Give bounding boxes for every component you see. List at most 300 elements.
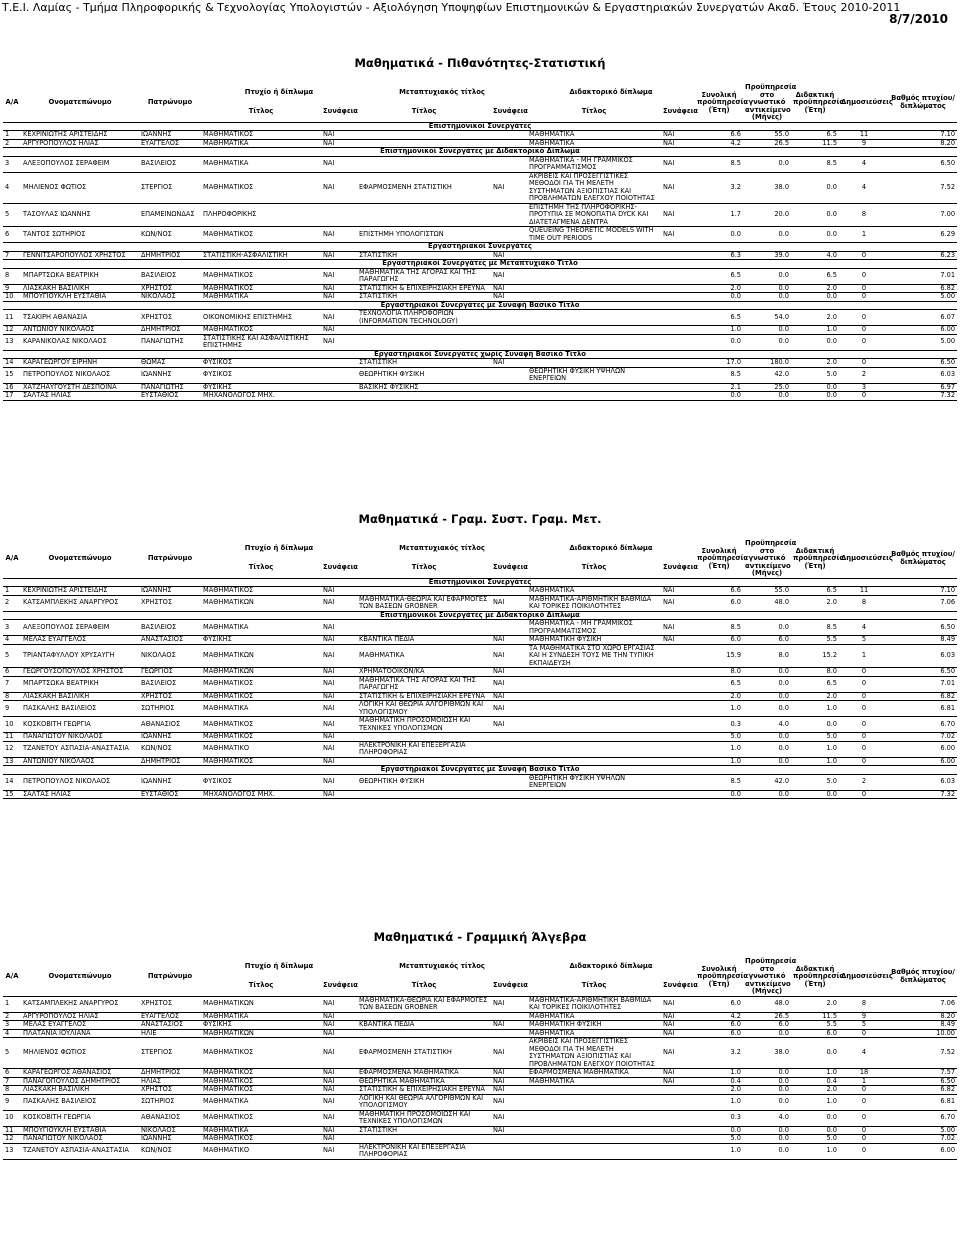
- cell-degree-title: ΜΑΘΗΜΑΤΙΚΟΣ: [203, 732, 254, 740]
- cell-aa: 3: [5, 622, 10, 631]
- cell-name: ΛΙΑΣΚΑΚΗ ΒΑΣΙΛΙΚΗ: [23, 283, 90, 292]
- group-heading: Εργαστηριακοί Συνεργάτες: [3, 243, 957, 252]
- cell-aa: 7: [5, 250, 10, 259]
- cell-master-relevance: ΝΑΙ: [493, 271, 505, 280]
- cell-phd-relevance: [661, 268, 695, 284]
- cell-phd-relevance: ΝΑΙ: [663, 635, 675, 643]
- cell-field-experience: 42.0: [774, 370, 790, 379]
- cell-master-relevance: [491, 227, 527, 243]
- cell-phd-relevance: [661, 676, 695, 692]
- cell-aa: 1: [5, 999, 10, 1008]
- cell-phd-relevance: [661, 383, 695, 392]
- cell-grade: 5.00: [940, 292, 956, 300]
- cell-degree-relevance: ΝΑΙ: [323, 292, 335, 300]
- cell-phd-relevance: ΝΑΙ: [663, 1076, 675, 1085]
- table-row: [3, 1038, 957, 1069]
- cell-degree-relevance: ΝΑΙ: [323, 598, 335, 607]
- cell-master-title: ΜΑΘΗΜΑΤΙΚΑ ΤΗΣ ΑΓΟΡΑΣ ΚΑΙ ΤΗΣ ΠΑΡΑΓΩΓΗΣ: [359, 267, 476, 283]
- cell-phd-title: ΑΚΡΙΒΕΙΣ ΚΑΙ ΠΡΟΣΕΓΓΙΣΤΙΚΕΣ ΜΕΘΟΔΟΙ ΓΙΑ ΤΗ ΜΕΛΕΤΗ ΣΥΣΤΗΜΑΤΩΝ ΑΞΙΟΠΙΣΤΙΑΣ ΚΑΙ ΠΡΟΒΛΗΜΑΤΩΝ ΕΛΕΓΧΟΥ ΠΟΙΟΤΗΤΑΣ: [529, 171, 655, 202]
- cell-degree-relevance: ΝΑΙ: [323, 1085, 335, 1093]
- cell-total-experience: 2.0: [730, 691, 742, 700]
- cell-aa: 3: [5, 1020, 10, 1028]
- cell-father: ΙΩΑΝΝΗΣ: [141, 130, 172, 138]
- cell-grade: 7.00: [940, 210, 956, 218]
- cell-degree-title: ΦΥΣΙΚΗΣ: [203, 635, 232, 643]
- cell-total-experience: 17.0: [726, 358, 742, 366]
- cell-publications: 0: [861, 1113, 867, 1122]
- cell-field-experience: 0.0: [778, 283, 790, 292]
- col-header-master: Μεταπτυχιακός τίτλος: [399, 544, 485, 553]
- col-header-title: Τίτλος: [248, 981, 274, 990]
- cell-father: ΔΗΜΗΤΡΙΟΣ: [141, 250, 181, 259]
- cell-phd-relevance: [661, 359, 695, 368]
- cell-phd-title: [527, 717, 661, 733]
- cell-degree-relevance: ΝΑΙ: [323, 283, 335, 292]
- cell-teaching-experience: 5.5: [826, 1020, 838, 1028]
- table-row: [3, 636, 957, 645]
- cell-name: ΚΕΧΡΙΝΙΩΤΗΣ ΑΡΙΣΤΕΙΔΗΣ: [23, 130, 108, 138]
- cell-aa: 4: [5, 1028, 10, 1037]
- cell-publications: 0: [861, 719, 867, 728]
- cell-name: ΜΗΛΙΕΝΟΣ ΦΩΤΙΟΣ: [23, 182, 87, 191]
- cell-teaching-experience: 4.0: [826, 250, 838, 259]
- cell-degree-relevance: ΝΑΙ: [323, 312, 335, 321]
- cell-name: ΠΑΝΑΓΙΩΤΟΥ ΝΙΚΟΛΑΟΣ: [23, 1134, 103, 1142]
- cell-publications: 0: [861, 679, 867, 688]
- cell-father: ΕΠΑΜΕΙΝΩΝΔΑΣ: [141, 210, 195, 218]
- cell-master-relevance: ΝΑΙ: [493, 691, 505, 700]
- cell-degree-relevance: [321, 359, 357, 368]
- cell-total-experience: 6.0: [730, 999, 742, 1008]
- col-header-phd: Διδακτορικό δίπλωμα: [569, 88, 653, 97]
- cell-publications: 8: [861, 999, 867, 1008]
- cell-field-experience: 0.0: [778, 703, 790, 712]
- cell-total-experience: 5.0: [730, 1134, 742, 1142]
- cell-grade: 7.06: [940, 999, 956, 1008]
- col-header-phd: Διδακτορικό δίπλωμα: [569, 544, 653, 553]
- cell-grade: 6.03: [940, 370, 956, 379]
- cell-field-experience: 0.0: [778, 744, 790, 753]
- cell-father: ΔΗΜΗΤΡΙΟΣ: [141, 756, 181, 765]
- cell-phd-title: [527, 1094, 661, 1110]
- cell-publications: 0: [861, 1146, 867, 1155]
- cell-master-relevance: [491, 383, 527, 392]
- cell-aa: 12: [5, 325, 14, 333]
- cell-master-relevance: ΝΑΙ: [493, 283, 505, 292]
- cell-phd-relevance: ΝΑΙ: [663, 138, 675, 147]
- cell-father: ΧΡΗΣΤΟΣ: [141, 691, 173, 700]
- cell-field-experience: 0.0: [778, 1134, 790, 1142]
- cell-degree-title: ΜΑΘΗΜΑΤΙΚΟΣ: [203, 1113, 254, 1122]
- cell-master-title: ΜΑΘΗΜΑΤΙΚΗ ΠΡΟΣΟΜΟΙΩΣΗ ΚΑΙ ΤΕΧΝΙΚΕΣ ΥΠΟΛΟΓΙΣΜΩΝ: [359, 1109, 471, 1125]
- cell-publications: 2: [861, 370, 867, 379]
- cell-total-experience: 6.5: [730, 679, 742, 688]
- cell-total-experience: 1.0: [730, 1146, 742, 1155]
- cell-master-relevance: ΝΑΙ: [493, 1125, 505, 1134]
- cell-aa: 16: [5, 382, 14, 391]
- col-header-title: Τίτλος: [581, 981, 607, 990]
- cell-degree-relevance: ΝΑΙ: [323, 1048, 335, 1057]
- cell-name: ΚΑΡΑΝΙΚΟΛΑΣ ΝΙΚΟΛΑΟΣ: [23, 337, 107, 346]
- cell-degree-relevance: ΝΑΙ: [323, 1113, 335, 1122]
- col-header-name: Ονοματεπώνυμο: [48, 554, 112, 562]
- cell-master-title: [357, 156, 491, 172]
- col-header-teaching-experience: Διδακτική προϋπηρεσία (Έτη): [793, 90, 844, 114]
- cell-degree-title: ΜΑΘΗΜΑΤΙΚΑ: [203, 1125, 249, 1134]
- cell-publications: 0: [861, 744, 867, 753]
- cell-phd-relevance: ΝΑΙ: [663, 999, 675, 1008]
- cell-master-relevance: [491, 1029, 527, 1038]
- cell-total-experience: 8.5: [730, 159, 742, 168]
- cell-publications: 0: [861, 337, 867, 346]
- cell-publications: 3: [861, 382, 867, 391]
- cell-grade: 6.50: [940, 358, 956, 366]
- table-row: [3, 131, 957, 140]
- cell-field-experience: 26.5: [774, 138, 790, 147]
- cell-degree-title: ΠΛΗΡΟΦΟΡΙΚΗΣ: [203, 210, 257, 218]
- cell-master-title: ΣΤΑΤΙΣΤΙΚΗ & ΕΠΙΧΕΙΡΗΣΙΑΚΗ ΕΡΕΥΝΑ: [359, 1085, 485, 1093]
- cell-grade: 6.82: [940, 691, 956, 700]
- cell-master-relevance: ΝΑΙ: [493, 1068, 505, 1076]
- cell-grade: 7.02: [940, 732, 956, 740]
- cell-teaching-experience: 0.0: [826, 229, 838, 238]
- cell-total-experience: 0.3: [730, 719, 742, 728]
- cell-grade: 6.50: [940, 622, 956, 631]
- table-row: [3, 293, 957, 302]
- cell-father: ΙΩΑΝΝΗΣ: [141, 732, 172, 740]
- cell-grade: 10.00: [936, 1028, 956, 1037]
- cell-master-title: [357, 334, 491, 350]
- table-row: [3, 587, 957, 596]
- cell-phd-title: [527, 268, 661, 284]
- col-header-master: Μεταπτυχιακός τίτλος: [399, 88, 485, 97]
- cell-teaching-experience: 0.0: [826, 210, 838, 218]
- cell-father: ΒΑΣΙΛΕΙΟΣ: [141, 159, 177, 168]
- cell-father: ΠΑΝΑΓΙΩΤΗΣ: [141, 382, 184, 391]
- cell-total-experience: 2.0: [730, 283, 742, 292]
- table-row: [3, 172, 957, 203]
- cell-name: ΑΡΓΥΡΟΠΟΥΛΟΣ ΗΛΙΑΣ: [23, 138, 99, 147]
- cell-phd-relevance: [661, 733, 695, 742]
- col-header-field-experience: Προϋπηρεσία στο γνωστικό αντικείμενο (Μήνες): [745, 83, 797, 121]
- cell-aa: 8: [5, 271, 10, 280]
- cell-name: ΠΕΤΡΟΠΟΥΛΟΣ ΝΙΚΟΛΑΟΣ: [23, 370, 111, 379]
- cell-degree-relevance: ΝΑΙ: [323, 789, 335, 798]
- cell-degree-title: ΜΑΘΗΜΑΤΙΚΑ: [203, 622, 249, 631]
- cell-aa: 8: [5, 1085, 10, 1093]
- col-header-title: Τίτλος: [411, 563, 437, 572]
- cell-master-title: ΜΑΘΗΜΑΤΙΚΑ-ΘΕΩΡΙΑ ΚΑΙ ΕΦΑΡΜΟΓΕΣ ΤΩΝ ΒΑΣΕΩΝ GROBNER: [359, 594, 488, 610]
- cell-field-experience: 48.0: [774, 999, 790, 1008]
- cell-aa: 17: [5, 391, 14, 399]
- cell-degree-title: ΦΥΣΙΚΗΣ: [203, 1020, 232, 1028]
- cell-father: ΙΩΑΝΝΗΣ: [141, 370, 172, 379]
- cell-degree-relevance: ΝΑΙ: [323, 250, 335, 259]
- cell-field-experience: 39.0: [774, 250, 790, 259]
- cell-phd-relevance: [661, 790, 695, 799]
- cell-master-relevance: ΝΑΙ: [493, 635, 505, 643]
- cell-father: ΕΥΑΓΓΕΛΟΣ: [141, 138, 180, 147]
- cell-degree-relevance: ΝΑΙ: [323, 229, 335, 238]
- col-header-title: Τίτλος: [581, 107, 607, 116]
- cell-publications: 8: [861, 598, 867, 607]
- cell-master-relevance: ΝΑΙ: [493, 1048, 505, 1057]
- cell-phd-title: ΜΑΘΗΜΑΤΙΚΑ - ΜΗ ΓΡΑΜΜΙΚΟΣ ΠΡΟΓΡΑΜΜΑΤΙΣΜΟΣ: [529, 155, 633, 171]
- cell-teaching-experience: 0.0: [826, 1125, 838, 1134]
- cell-publications: 11: [859, 130, 869, 138]
- cell-phd-relevance: [661, 1143, 695, 1159]
- cell-aa: 8: [5, 691, 10, 700]
- cell-degree-title: ΜΑΘΗΜΑΤΙΚΟΣ: [203, 586, 254, 594]
- cell-publications: 0: [861, 667, 867, 675]
- cell-father: ΗΛΙΕ: [141, 1028, 157, 1037]
- cell-phd-title: [527, 733, 661, 742]
- cell-publications: 0: [861, 358, 867, 366]
- cell-total-experience: 0.0: [730, 391, 742, 399]
- cell-master-title: ΣΤΑΤΙΣΤΙΚΗ: [359, 250, 398, 259]
- cell-aa: 13: [5, 337, 14, 346]
- col-header-name: Ονοματεπώνυμο: [48, 972, 112, 980]
- cell-phd-title: [527, 1110, 661, 1126]
- cell-teaching-experience: 2.0: [826, 358, 838, 366]
- cell-degree-relevance: ΝΑΙ: [323, 999, 335, 1008]
- cell-degree-title: ΦΥΣΙΚΗΣ: [203, 382, 232, 391]
- cell-master-relevance: ΝΑΙ: [493, 292, 505, 300]
- cell-master-relevance: ΝΑΙ: [493, 358, 505, 366]
- cell-master-relevance: [491, 326, 527, 335]
- cell-phd-relevance: [661, 310, 695, 326]
- cell-master-title: [357, 587, 491, 596]
- cell-aa: 6: [5, 667, 10, 675]
- cell-total-experience: 0.4: [730, 1076, 742, 1085]
- cell-degree-relevance: ΝΑΙ: [323, 271, 335, 280]
- cell-grade: 8.20: [940, 138, 956, 147]
- cell-field-experience: 0.0: [778, 1125, 790, 1134]
- cell-phd-relevance: ΝΑΙ: [663, 1028, 675, 1037]
- cell-name: ΠΑΝΑΓΟΠΟΥΛΟΣ ΔΗΜΗΤΡΙΟΣ: [23, 1076, 121, 1085]
- cell-name: ΑΛΕΞΟΠΟΥΛΟΣ ΣΕΡΑΦΕΙΜ: [23, 159, 110, 168]
- cell-teaching-experience: 1.0: [826, 1068, 838, 1076]
- cell-aa: 14: [5, 777, 14, 786]
- cell-degree-relevance: ΝΑΙ: [323, 622, 335, 631]
- cell-name: ΜΠΟΥΓΙΟΥΚΛΗ ΕΥΣΤΑΘΙΑ: [23, 1125, 107, 1134]
- cell-phd-title: [527, 701, 661, 717]
- cell-teaching-experience: 8.0: [826, 667, 838, 675]
- col-header-teaching-experience: Διδακτική προϋπηρεσία (Έτη): [793, 546, 844, 570]
- table-row: [3, 741, 957, 757]
- cell-degree-relevance: ΝΑΙ: [323, 1020, 335, 1028]
- cell-degree-title: ΜΑΘΗΜΑΤΙΚΟΣ: [203, 679, 254, 688]
- cell-grade: 6.70: [940, 1113, 956, 1122]
- cell-field-experience: 0.0: [778, 789, 790, 798]
- group-heading: Εργαστηριακοί Συνεργάτες με Συναφή Βασικό Τίτλο: [3, 301, 957, 310]
- cell-degree-relevance: ΝΑΙ: [323, 138, 335, 147]
- cell-aa: 11: [5, 1125, 14, 1134]
- cell-aa: 4: [5, 182, 10, 191]
- cell-phd-title: ΜΑΘΗΜΑΤΙΚΑ-ΑΡΙΘΜΗΤΙΚΗ ΒΑΘΜΙΔΑ ΚΑΙ ΤΟΡΙΚΕΣ ΠΟΙΚΙΛΟΤΗΤΕΣ: [529, 995, 652, 1011]
- cell-degree-relevance: ΝΑΙ: [323, 651, 335, 659]
- cell-field-experience: 180.0: [770, 358, 790, 366]
- table-row: [3, 1110, 957, 1126]
- cell-degree-relevance: ΝΑΙ: [323, 586, 335, 594]
- cell-grade: 6.00: [940, 1146, 956, 1155]
- cell-father: ΕΥΣΤΑΘΙΟΣ: [141, 789, 179, 798]
- cell-name: ΤΑΝΤΟΣ ΣΩΤΗΡΙΟΣ: [23, 229, 86, 238]
- cell-total-experience: 6.0: [730, 1020, 742, 1028]
- cell-teaching-experience: 2.0: [826, 598, 838, 607]
- cell-phd-title: ΜΑΘΗΜΑΤΙΚΑ: [529, 138, 575, 147]
- table-row: [3, 774, 957, 790]
- cell-field-experience: 0.0: [778, 1028, 790, 1037]
- cell-name: ΤΡΙΑΝΤΑΦΥΛΛΟΥ ΧΡΥΣΑΥΓΗ: [23, 651, 115, 659]
- cell-publications: 11: [859, 586, 869, 594]
- cell-grade: 6.50: [940, 1076, 956, 1085]
- cell-total-experience: 6.6: [730, 130, 742, 138]
- cell-degree-title: ΜΑΘΗΜΑΤΙΚΩΝ: [203, 651, 254, 659]
- col-header-father: Πατρώνυμο: [147, 554, 193, 562]
- cell-total-experience: 15.9: [726, 651, 742, 659]
- cell-total-experience: 1.7: [730, 210, 742, 218]
- cell-degree-title: ΣΤΑΤΙΣΤΙΚΗΣ ΚΑΙ ΑΣΦΑΛΙΣΤΙΚΗΣ ΕΠΙΣΤΗΜΗΣ: [203, 333, 309, 349]
- cell-master-title: ΒΑΣΙΚΗΣ ΦΥΣΙΚΗΣ: [359, 382, 419, 391]
- cell-name: ΜΠΟΥΓΙΟΥΚΛΗ ΕΥΣΤΑΘΙΑ: [23, 292, 107, 300]
- ranking-table: [3, 540, 957, 799]
- table-row: [3, 227, 957, 243]
- col-header-title: Τίτλος: [581, 563, 607, 572]
- cell-aa: 1: [5, 586, 10, 594]
- cell-phd-title: [527, 293, 661, 302]
- section-title: Μαθηματικά - Πιθανότητες-Στατιστική: [354, 56, 606, 70]
- cell-teaching-experience: 1.0: [826, 756, 838, 765]
- col-header-grade: Βαθμός πτυχίου/ διπλώματος: [891, 550, 955, 566]
- col-header-relevance: Συνάφεια: [493, 563, 528, 572]
- cell-master-title: ΣΤΑΤΙΣΤΙΚΗ & ΕΠΙΧΕΙΡΗΣΙΑΚΗ ΕΡΕΥΝΑ: [359, 283, 485, 292]
- cell-degree-title: ΜΑΘΗΜΑΤΙΚΟΣ: [203, 1068, 254, 1076]
- cell-phd-title: [527, 676, 661, 692]
- cell-publications: 0: [861, 312, 867, 321]
- cell-phd-title: ΜΑΘΗΜΑΤΙΚΑ: [529, 1076, 575, 1085]
- cell-name: ΠΑΣΚΑΛΗΣ ΒΑΣΙΛΕΙΟΣ: [23, 1097, 97, 1106]
- cell-publications: 0: [861, 756, 867, 765]
- cell-phd-title: [527, 326, 661, 335]
- cell-publications: 2: [861, 777, 867, 786]
- cell-field-experience: 0.0: [778, 337, 790, 346]
- col-header-phd: Διδακτορικό δίπλωμα: [569, 962, 653, 971]
- cell-master-relevance: [491, 1143, 527, 1159]
- col-header-relevance: Συνάφεια: [663, 107, 698, 116]
- cell-teaching-experience: 0.0: [826, 337, 838, 346]
- cell-grade: 6.23: [940, 250, 956, 259]
- cell-degree-title: ΜΑΘΗΜΑΤΙΚΑ: [203, 138, 249, 147]
- cell-aa: 7: [5, 1076, 10, 1085]
- document-date: 8/7/2010: [889, 12, 948, 26]
- cell-publications: 8: [861, 210, 867, 218]
- cell-phd-relevance: [661, 668, 695, 677]
- cell-father: ΝΙΚΟΛΑΟΣ: [141, 292, 176, 300]
- cell-degree-title: ΜΗΧΑΝΟΛΟΓΟΣ ΜΗΧ.: [203, 391, 275, 399]
- group-heading: Επιστημονικοί Συνεργάτες με Διδακτορικό Δίπλωμα: [3, 148, 957, 157]
- table-row: [3, 326, 957, 335]
- cell-field-experience: 0.0: [778, 679, 790, 688]
- cell-name: ΑΛΕΞΟΠΟΥΛΟΣ ΣΕΡΑΦΕΙΜ: [23, 622, 110, 631]
- cell-phd-title: ΘΕΩΡΗΤΙΚΗ ΦΥΣΙΚΗ ΥΨΗΛΩΝ ΕΝΕΡΓΕΙΩΝ: [529, 773, 626, 789]
- cell-total-experience: 6.0: [730, 635, 742, 643]
- cell-master-relevance: [491, 334, 527, 350]
- cell-father: ΝΙΚΟΛΑΟΣ: [141, 651, 176, 659]
- cell-degree-title: ΜΑΘΗΜΑΤΙΚΟ: [203, 744, 250, 753]
- cell-publications: 9: [861, 138, 867, 147]
- cell-teaching-experience: 6.0: [826, 1028, 838, 1037]
- cell-field-experience: 0.0: [778, 1076, 790, 1085]
- cell-phd-title: [527, 1086, 661, 1095]
- cell-field-experience: 38.0: [774, 1048, 790, 1057]
- cell-degree-title: ΜΑΘΗΜΑΤΙΚΟΣ: [203, 1134, 254, 1142]
- cell-grade: 6.82: [940, 283, 956, 292]
- cell-phd-title: ΜΑΘΗΜΑΤΙΚΗ ΦΥΣΙΚΗ: [529, 1020, 602, 1028]
- cell-master-relevance: [491, 203, 527, 227]
- cell-teaching-experience: 5.0: [826, 732, 838, 740]
- cell-grade: 7.10: [940, 586, 956, 594]
- cell-teaching-experience: 6.5: [826, 130, 838, 138]
- cell-teaching-experience: 0.0: [826, 1113, 838, 1122]
- cell-aa: 9: [5, 703, 10, 712]
- cell-master-title: ΣΤΑΤΙΣΤΙΚΗ: [359, 292, 398, 300]
- cell-teaching-experience: 11.5: [822, 1011, 838, 1020]
- cell-aa: 2: [5, 598, 10, 607]
- cell-phd-relevance: ΝΑΙ: [663, 1020, 675, 1028]
- cell-name: ΛΙΑΣΚΑΚΗ ΒΑΣΙΛΙΚΗ: [23, 691, 90, 700]
- cell-phd-relevance: [661, 757, 695, 766]
- cell-field-experience: 42.0: [774, 777, 790, 786]
- cell-degree-title: ΦΥΣΙΚΟΣ: [203, 358, 233, 366]
- cell-teaching-experience: 5.0: [826, 777, 838, 786]
- cell-name: ΜΠΑΡΤΣΩΚΑ ΒΕΑΤΡΙΚΗ: [23, 679, 99, 688]
- cell-teaching-experience: 0.0: [826, 719, 838, 728]
- cell-master-relevance: ΝΑΙ: [493, 250, 505, 259]
- cell-teaching-experience: 6.5: [826, 679, 838, 688]
- cell-aa: 7: [5, 679, 10, 688]
- cell-phd-relevance: ΝΑΙ: [663, 1011, 675, 1020]
- section-title: Μαθηματικά - Γραμ. Συστ. Γραμ. Μετ.: [358, 512, 602, 526]
- cell-father: ΣΩΤΗΡΙΟΣ: [141, 703, 175, 712]
- col-header-name: Ονοματεπώνυμο: [48, 98, 112, 106]
- cell-master-title: ΘΕΩΡΗΤΙΚΗ ΦΥΣΙΚΗ: [359, 370, 425, 379]
- cell-degree-title: ΜΑΘΗΜΑΤΙΚΟΣ: [203, 756, 254, 765]
- cell-phd-title: [527, 668, 661, 677]
- cell-field-experience: 0.0: [778, 1085, 790, 1093]
- cell-master-title: ΣΤΑΤΙΣΤΙΚΗ & ΕΠΙΧΕΙΡΗΣΙΑΚΗ ΕΡΕΥΝΑ: [359, 691, 485, 700]
- cell-publications: 4: [861, 622, 867, 631]
- cell-field-experience: 0.0: [778, 691, 790, 700]
- cell-name: ΜΠΑΡΤΣΩΚΑ ΒΕΑΤΡΙΚΗ: [23, 271, 99, 280]
- cell-grade: 7.02: [940, 1134, 956, 1142]
- cell-field-experience: 6.0: [778, 1020, 790, 1028]
- cell-aa: 10: [5, 1113, 14, 1122]
- col-header-teaching-experience: Διδακτική προϋπηρεσία (Έτη): [793, 964, 844, 988]
- cell-name: ΤΖΑΝΕΤΟΥ ΑΣΠΑΣΙΑ-ΑΝΑΣΤΑΣΙΑ: [23, 744, 129, 753]
- cell-master-relevance: ΝΑΙ: [493, 1076, 505, 1085]
- cell-phd-title: ΜΑΘΗΜΑΤΙΚΑ-ΑΡΙΘΜΗΤΙΚΗ ΒΑΘΜΙΔΑ ΚΑΙ ΤΟΡΙΚΕΣ ΠΟΙΚΙΛΟΤΗΤΕΣ: [529, 594, 652, 610]
- cell-aa: 10: [5, 292, 14, 300]
- cell-master-title: ΣΤΑΤΙΣΤΙΚΗ: [359, 1125, 398, 1134]
- cell-father: ΚΩΝ/ΝΟΣ: [141, 1146, 172, 1155]
- cell-aa: 15: [5, 789, 14, 798]
- col-header-relevance: Συνάφεια: [323, 563, 358, 572]
- table-row: [3, 1094, 957, 1110]
- cell-master-title: [357, 790, 491, 799]
- cell-master-title: ΤΕΧΝΟΛΟΓΙΑ ΠΛΗΡΟΦΟΡΙΩΝ (INFORMATION TECHNOLOGY): [359, 309, 458, 325]
- col-header-publications: Δημοσιεύσεις: [841, 972, 893, 980]
